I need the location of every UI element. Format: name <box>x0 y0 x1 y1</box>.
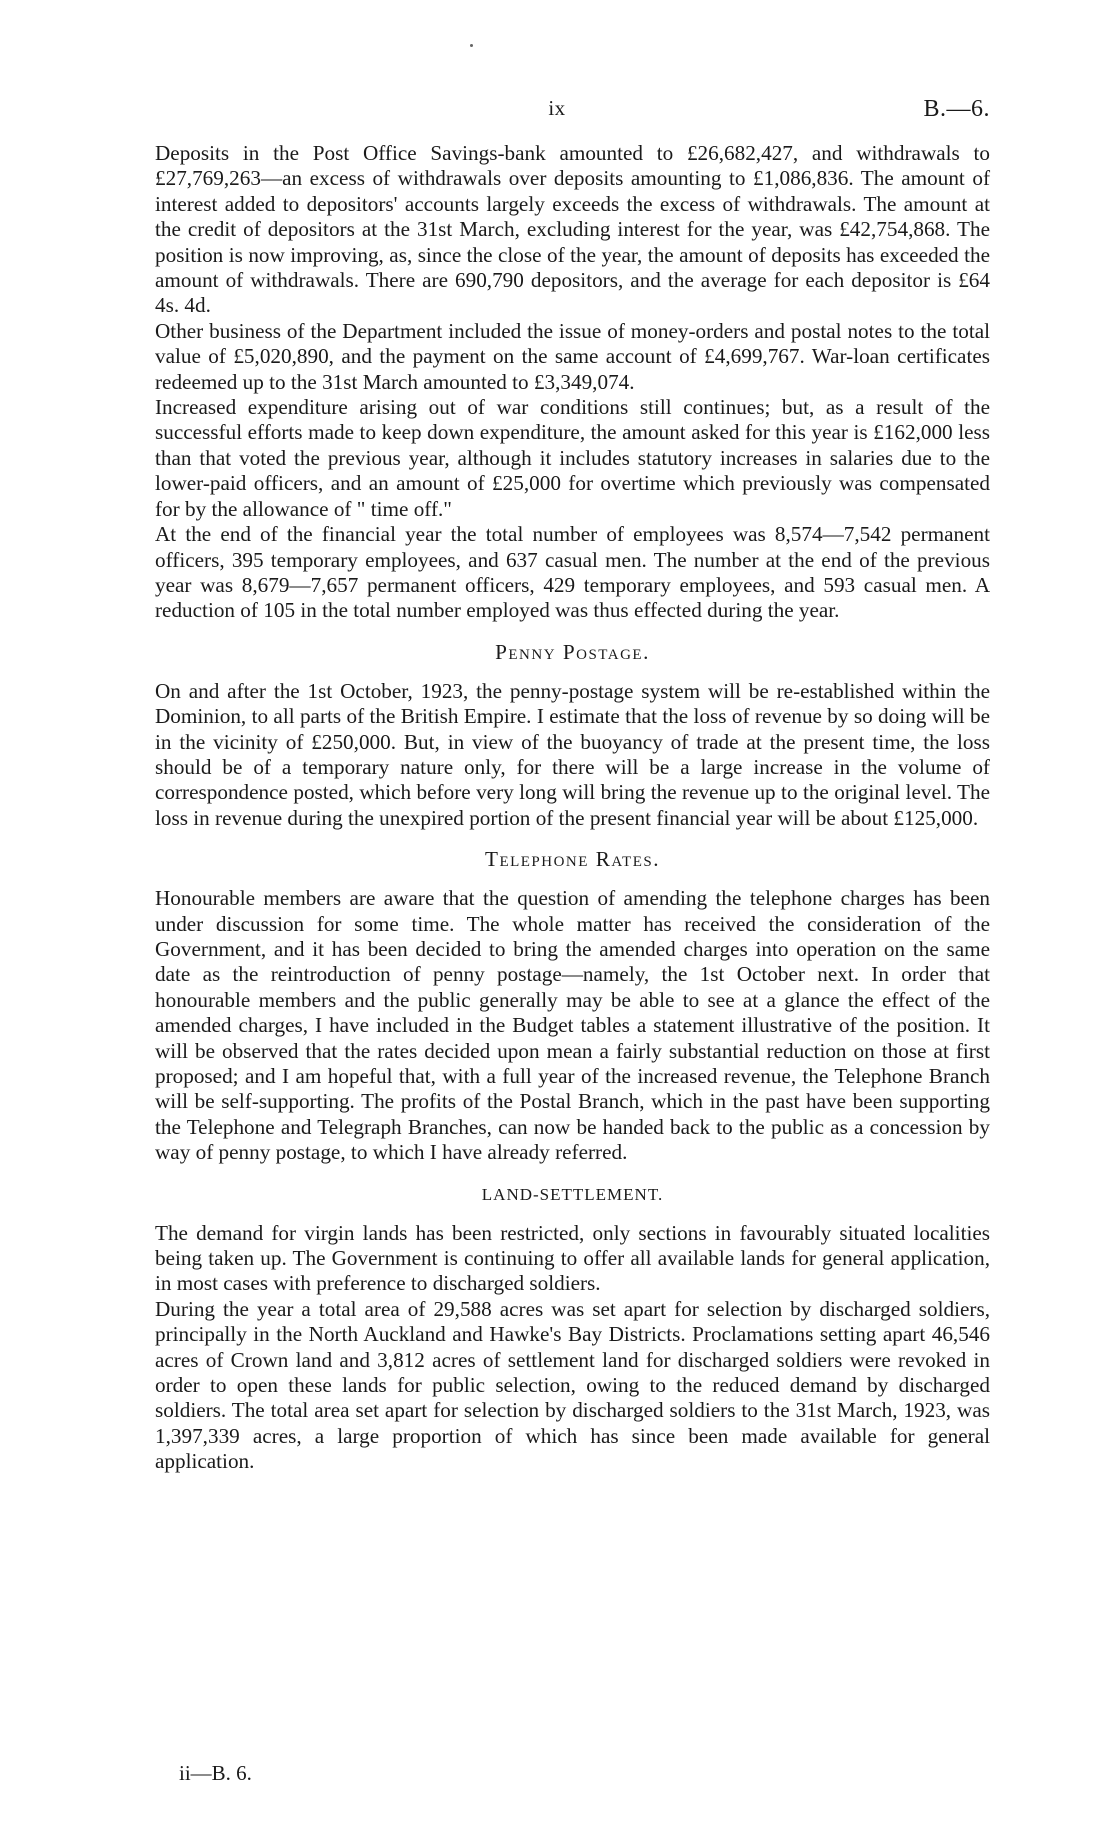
paragraph-land-area: During the year a total area of 29,588 acres was set apart for selection by discharged soldiers, principally in the North Auckland and Hawke's Bay Districts. Proclamations setting apart 46,546 acres of Crown land and 3,812 acres of settlement land for discharged soldiers were revoked in order to open these lands for public selection, owing to the reduced demand by discharged soldiers. The total area set apart for selection by discharged soldiers to the 31st March, 1923, was 1,397,339 acres, a large proportion of which has since been made available for general application. <box>155 1296 990 1474</box>
footer-signature: ii—B. 6. <box>179 1761 252 1785</box>
print-mark <box>470 44 473 47</box>
paragraph-employees: At the end of the financial year the total number of employees was 8,574—7,542 permanent officers, 395 temporary employees, and 637 casual men. The number at the end of the previous year was 8,679—7,657 permanent officers, 429 temporary employees, and 593 casual men. A reduction of 105 in the total number employed was thus effected during the year. <box>155 522 990 623</box>
page-number: ix <box>548 96 566 120</box>
document-reference: B.—6. <box>923 96 990 122</box>
paragraph-money-orders: Other business of the Department included the issue of money-orders and postal notes to the total value of £5,020,890, and the payment on the same account of £4,699,767. War-loan certificates redeemed up to the 31st March amounted to £3,349,074. <box>155 318 990 394</box>
paragraph-expenditure: Increased expenditure arising out of war conditions still continues; but, as a result of the successful efforts made to keep down expenditure, the amount asked for this year is £162,000 less than that voted the previous year, although it includes statutory increases in salaries due to the lower-paid officers, and an amount of £25,000 for overtime which previously was compensated for by the allowance of " time off." <box>155 395 990 521</box>
paragraph-penny-postage: On and after the 1st October, 1923, the penny-postage system will be re-established within the Dominion, to all parts of the British Empire. I estimate that the loss of revenue by so doing will be in the vicinity of £250,000. But, in view of the buoyancy of trade at the present time, the loss should be of a temporary nature only, for there will be a large increase in the volume of correspondence posted, which before very long will bring the revenue up to the original level. The loss in revenue during the unexpired portion of the present financial year will be about £125,000. <box>155 678 990 830</box>
section-heading-telephone-rates: Telephone Rates. <box>485 847 660 872</box>
paragraph-telephone-rates: Honourable members are aware that the question of amending the telephone charges has been under discussion for some time. The whole matter has received the consideration of the Government, and it has been decided to bring the amended charges into operation on the same date as the reintroduction of penny postage—namely, the 1st October next. In order that honourable members and the public generally may be able to see at a glance the effect of the amended charges, I have included in the Budget tables a statement illustrative of the position. It will be observed that the rates decided upon mean a fairly substantial reduction on those at first proposed; and I am hopeful that, with a full year of the increased revenue, the Telephone Branch will be self-supporting. The profits of the Postal Branch, which in the past have been supporting the Telephone and Telegraph Branches, can now be handed back to the public as a concession by way of penny postage, to which I have already referred. <box>155 886 990 1165</box>
document-body <box>155 141 990 1475</box>
paragraph-savings-bank: Deposits in the Post Office Savings-bank amounted to £26,682,427, and withdrawals to £27,769,263—an excess of withdrawals over deposits amounting to £1,086,836. The amount of interest added to depositors' accounts largely exceeds the excess of withdrawals. The amount at the credit of depositors at the 31st March, excluding interest for the year, was £42,754,868. The position is now improving, as, since the close of the year, the amount of deposits has exceeded the amount of withdrawals. There are 690,790 depositors, and the average for each depositor is £64 4s. 4d. <box>155 141 990 318</box>
paragraph-land-demand: The demand for virgin lands has been restricted, only sections in favourably situated localities being taken up. The Government is continuing to offer all available lands for general application, in most cases with preference to discharged soldiers. <box>155 1220 990 1296</box>
section-heading-land-settlement: LAND-SETTLEMENT. <box>481 1184 664 1204</box>
section-heading-penny-postage: Penny Postage. <box>495 639 650 664</box>
